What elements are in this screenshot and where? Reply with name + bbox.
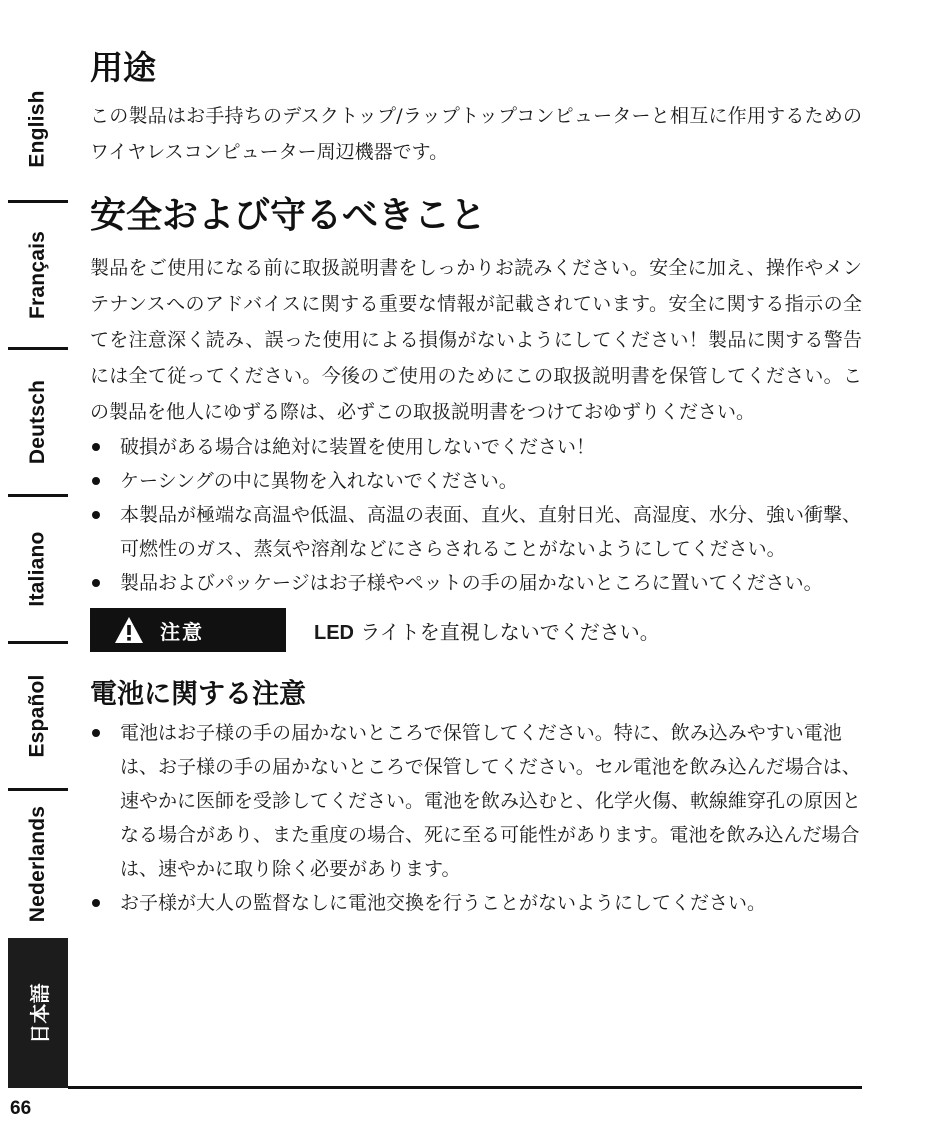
safety-title: 安全および守るべきこと bbox=[90, 195, 487, 236]
safety-list bbox=[90, 430, 862, 600]
bullet-icon bbox=[92, 443, 100, 451]
caution-label: 注意 bbox=[160, 619, 204, 644]
tab-label: Deutsch bbox=[26, 379, 50, 465]
tab-espanol[interactable] bbox=[8, 644, 68, 788]
list-item-text: 本製品が極端な高温や低温、高温の表面、直火、直射日光、高湿度、水分、強い衝撃、可燃性のガス、蒸気や溶剤などにさらされることがないようにしてください。 bbox=[120, 504, 862, 560]
tab-francais[interactable] bbox=[8, 203, 68, 347]
caution-badge bbox=[90, 608, 286, 652]
list-item bbox=[90, 716, 862, 886]
list-item bbox=[90, 464, 862, 498]
battery-title: 電池に関する注意 bbox=[90, 679, 306, 710]
caution-notice bbox=[90, 608, 862, 652]
bullet-icon bbox=[92, 729, 100, 737]
main-content bbox=[90, 40, 862, 920]
warning-triangle-icon bbox=[114, 616, 144, 644]
tab-japanese[interactable] bbox=[8, 938, 68, 1088]
caution-text-rest: ライトを直視しないでください。 bbox=[354, 619, 660, 644]
list-item-text: ケーシングの中に異物を入れないでください。 bbox=[120, 470, 518, 492]
bullet-icon bbox=[92, 477, 100, 485]
bullet-icon bbox=[92, 899, 100, 907]
usage-title: 用途 bbox=[90, 48, 156, 87]
list-item bbox=[90, 886, 862, 920]
tab-nederlands[interactable] bbox=[8, 791, 68, 937]
tab-english[interactable] bbox=[8, 60, 68, 198]
page-number: 66 bbox=[10, 1098, 32, 1119]
tab-label: Italiano bbox=[26, 531, 49, 607]
footer-divider bbox=[68, 1086, 862, 1089]
bullet-icon bbox=[92, 511, 100, 519]
caution-text-led: LED bbox=[314, 621, 354, 644]
list-item-text: 製品およびパッケージはお子様やペットの手の届かないところに置いてください。 bbox=[120, 572, 823, 594]
tab-label: 日本語 bbox=[27, 982, 52, 1044]
usage-text: この製品はお手持ちのデスクトップ/ラップトップコンピューターと相互に作用するためのワイヤレスコンピューター周辺機器です。 bbox=[90, 105, 862, 163]
list-item-text: お子様が大人の監督なしに電池交換を行うことがないようにしてください。 bbox=[120, 892, 767, 914]
tab-label: Español bbox=[26, 674, 49, 758]
battery-list bbox=[90, 716, 862, 920]
caution-text bbox=[314, 616, 660, 645]
tab-label: Français bbox=[26, 231, 50, 319]
safety-intro: 製品をご使用になる前に取扱説明書をしっかりお読みください。安全に加え、操作やメンテナンスへのアドバイスに関する重要な情報が記載されています。安全に関する指示の全てを注意深く読み、誤った使用による損傷がないようにしてください！製品に関する警告には全て従ってください。今後のご使用のためにこの取扱説明書を保管してください。この製品を他人にゆずる際は、必ずこの取扱説明書をつけておゆずりください。 bbox=[90, 257, 862, 423]
list-item bbox=[90, 430, 862, 464]
tab-label: English bbox=[26, 90, 49, 168]
list-item-text: 破損がある場合は絶対に装置を使用しないでください！ bbox=[120, 436, 596, 458]
list-item bbox=[90, 498, 862, 566]
bullet-icon bbox=[92, 579, 100, 587]
list-item bbox=[90, 566, 862, 600]
list-item-text: 電池はお子様の手の届かないところで保管してください。特に、飲み込みやすい電池は、お子様の手の届かないところで保管してください。セル電池を飲み込んだ場合は、速やかに医師を受診してください。電池を飲み込むと、化学火傷、軟線維穿孔の原因となる場合があり、また重度の場合、死に至る可能性があります。電池を飲み込んだ場合は、速やかに取り除く必要があります。 bbox=[120, 722, 862, 880]
tab-label: Nederlands bbox=[26, 805, 49, 923]
tab-deutsch[interactable] bbox=[8, 350, 68, 494]
tab-italiano[interactable] bbox=[8, 497, 68, 641]
